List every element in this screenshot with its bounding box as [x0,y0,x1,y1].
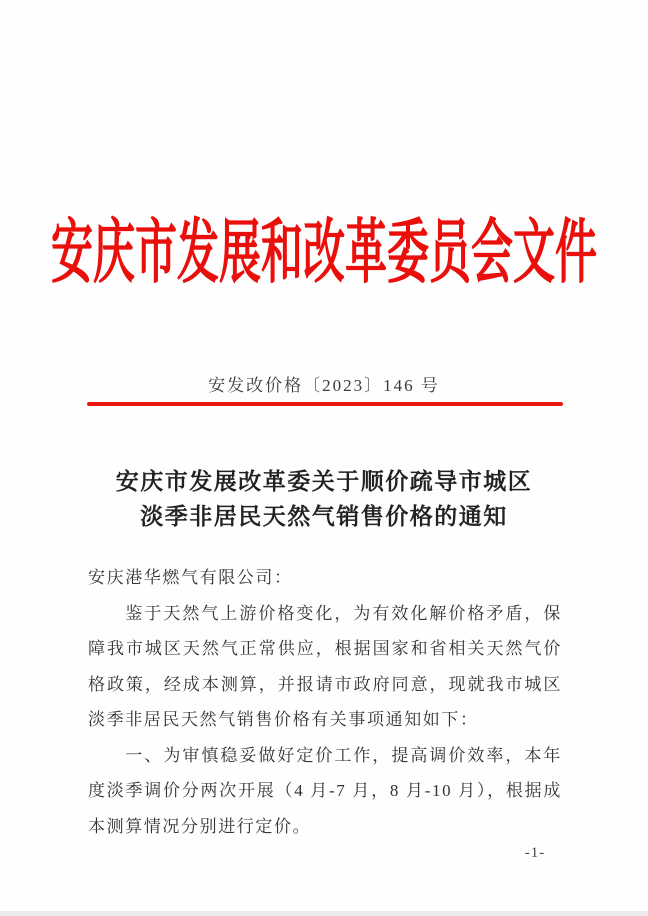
addressee-line: 安庆港华燃气有限公司： [88,568,293,587]
body-paragraph: 一、为审慎稳妥做好定价工作，提高调价效率，本年度淡季调价分两次开展（4 月-7 月，8 月-10 月），根据成本测算情况分别进行定价。 [88,745,562,836]
document-title-line2: 淡季非居民天然气销售价格的通知 [140,504,508,529]
document-header [0,208,648,300]
agency-masthead-title: 安庆市发展和改革委员会文件 [51,215,597,292]
page-number: -1- [524,845,546,861]
body-paragraph: 鉴于天然气上游价格变化，为有效化解价格矛盾，保障我市城区天然气正常供应，根据国家和省相关天然气价格政策，经成本测算，并报请市政府同意，现就我市城区淡季非居民天然气销售价格有关事项通知如下： [88,603,562,729]
scan-bottom-edge [0,911,648,916]
document-number: 安发改价格〔2023〕146 号 [208,376,440,395]
red-separator-line [87,402,563,406]
document-body [88,560,562,844]
document-title-line1: 安庆市发展改革委关于顺价疏导市城区 [115,469,533,494]
document-title [64,464,584,534]
